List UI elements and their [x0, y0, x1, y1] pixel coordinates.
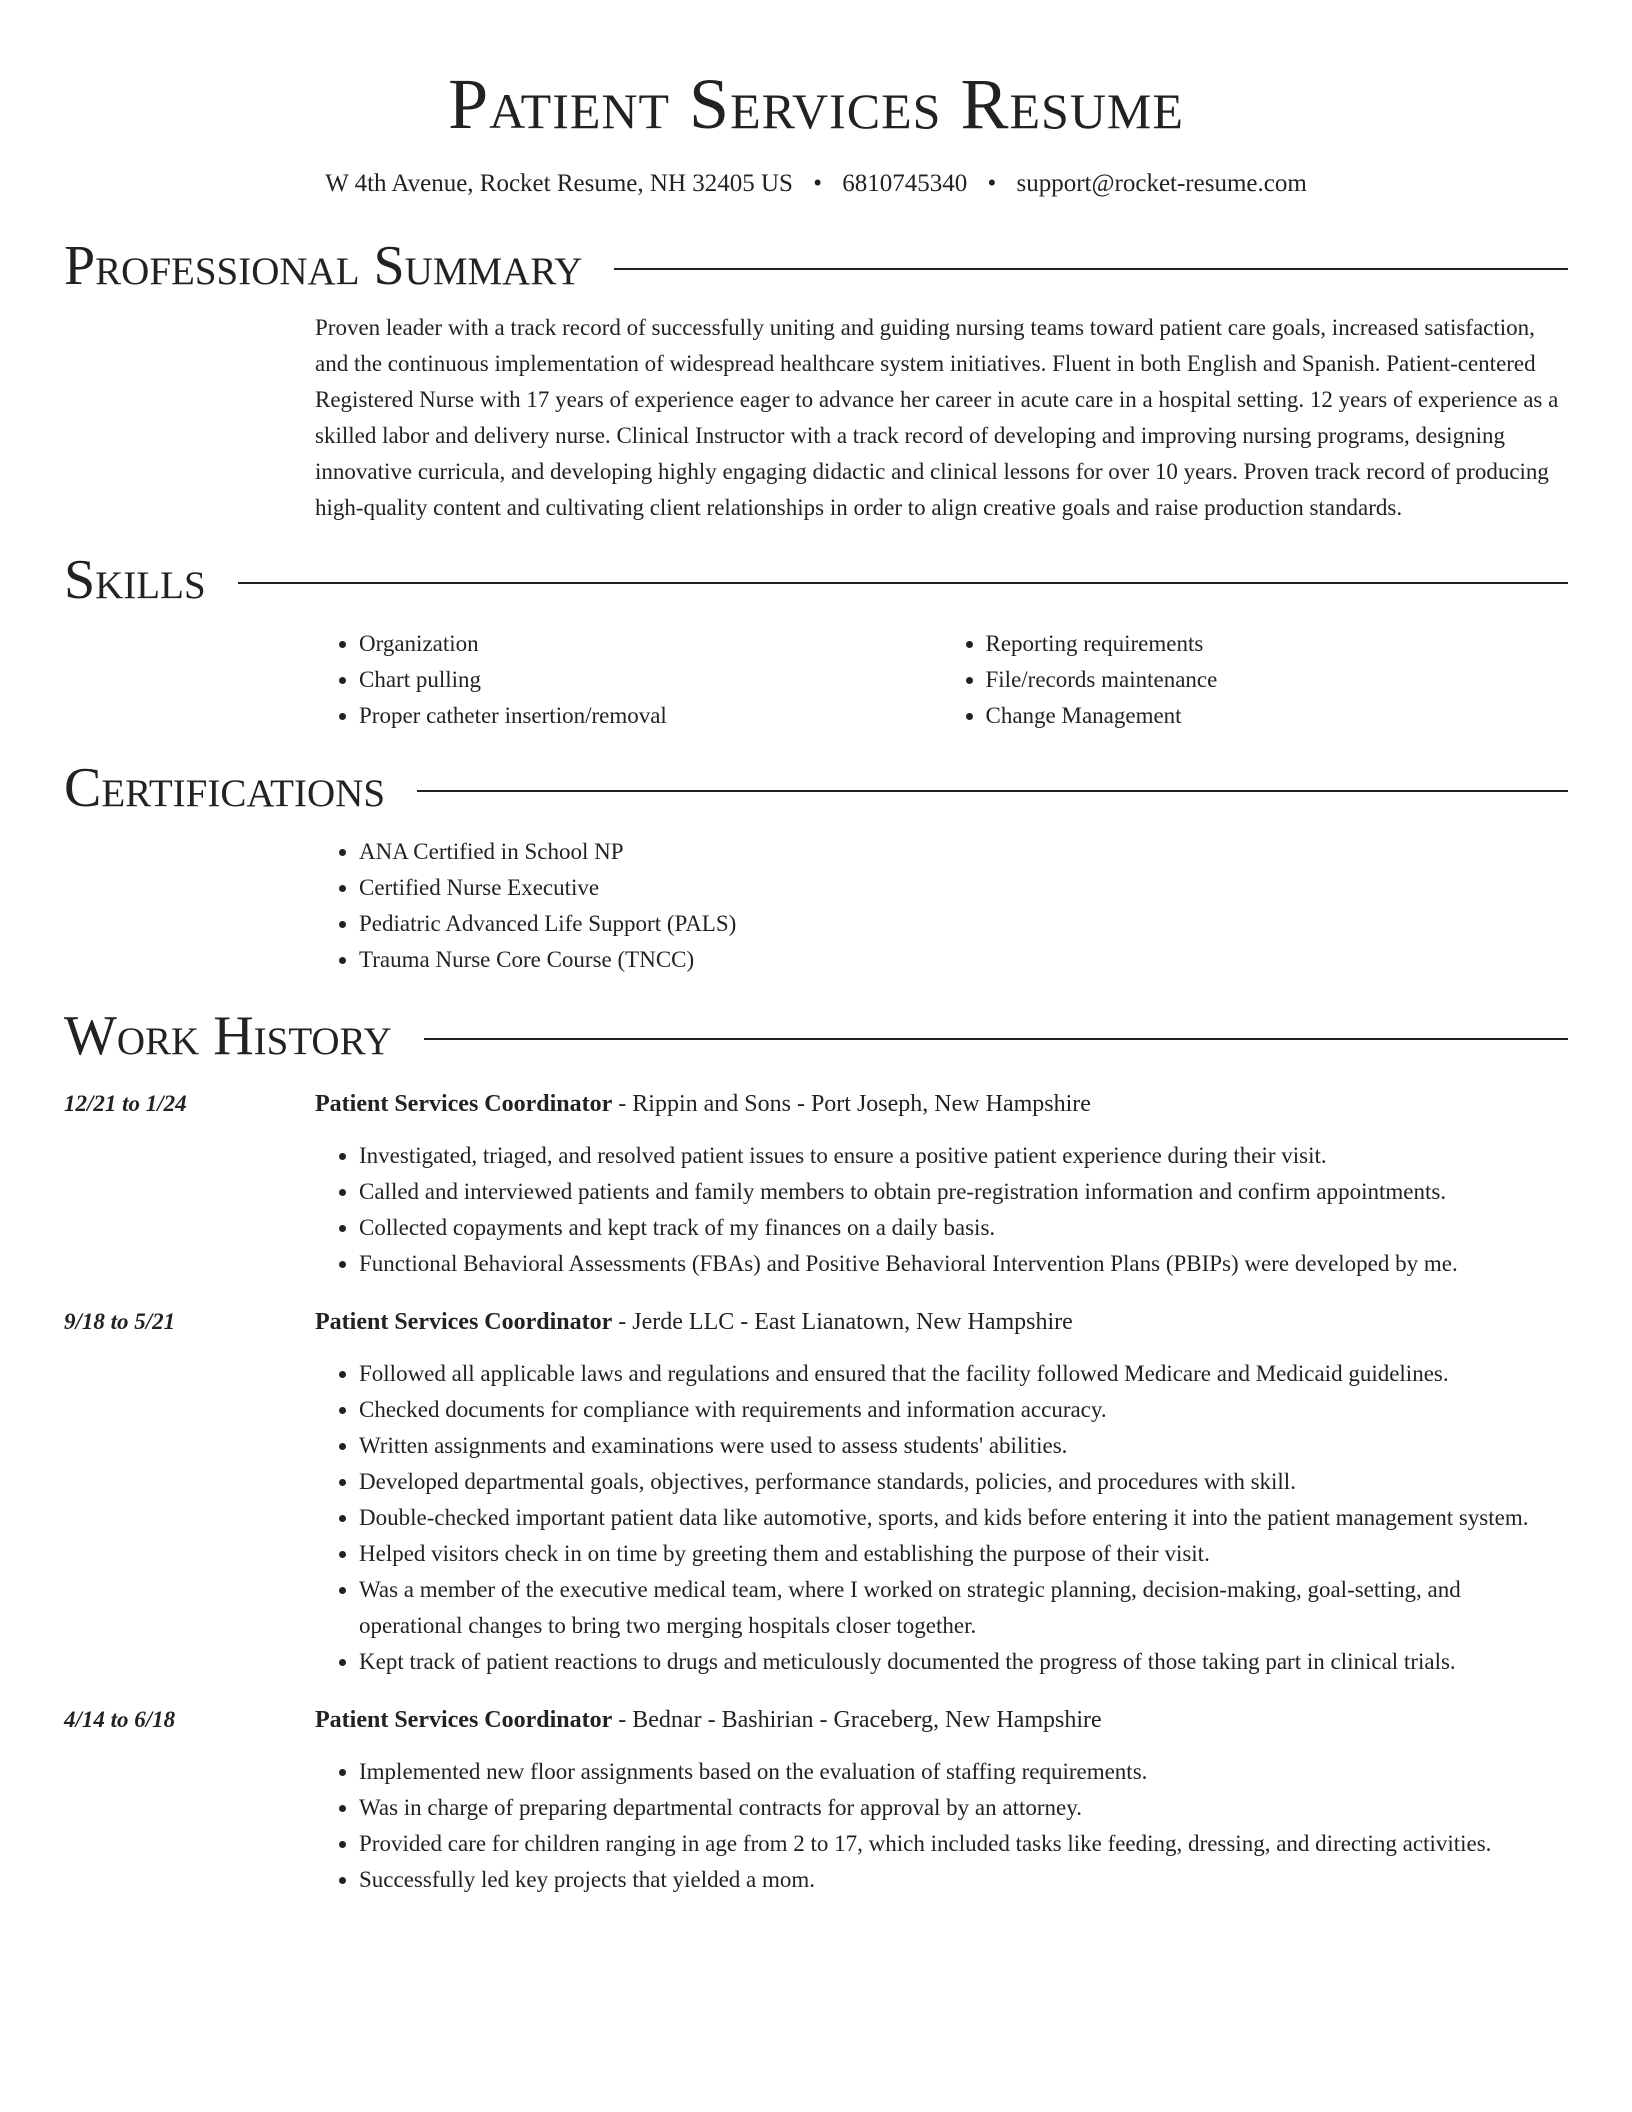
summary-text: Proven leader with a track record of successfully uniting and guiding nursing teams toward patient care goals, increased satisfaction, and the continuous implementation of widespread healthcare system initiatives. Fluent in both English and Spanish. Patient-centered Registered Nurse with 17 years of experience eager to advance her career in acute care in a hospital setting. 12 years of experience as a skilled labor and delivery nurse. Clinical Instructor with a track record of developing and improving nursing programs, designing innovative curricula, and developing highly engaging didactic and clinical lessons for over 10 years. Proven track record of producing high-quality content and cultivating client relationships in order to align creative goals and raise production standards. [315, 315, 1559, 520]
job-bullet: • Functional Behavioral Assessments (FBAs) and Positive Behavioral Intervention Plans (PBIPs) were developed by me. [359, 1246, 1568, 1282]
certifications-heading: Certifications [64, 757, 386, 819]
job-bullet: • Double-checked important patient data like automotive, sports, and kids before entering it into the patient management system. [359, 1500, 1568, 1536]
job-bullet: • Was in charge of preparing departmental contracts for approval by an attorney. [359, 1790, 1568, 1826]
skills-grid [315, 626, 1568, 734]
skills-section-header [64, 548, 1568, 612]
job-bullet: • Developed departmental goals, objectives, performance standards, policies, and procedures with skill. [359, 1464, 1568, 1500]
summary-section-header [64, 234, 1568, 298]
job-bullets [315, 1754, 1568, 1898]
certification-item: • Trauma Nurse Core Course (TNCC) [359, 942, 1568, 978]
job-details [315, 1086, 1568, 1282]
job-bullet: • Called and interviewed patients and family members to obtain pre-registration information and confirm appointments. [359, 1174, 1568, 1210]
skills-list-left [315, 626, 942, 734]
job-title: Patient Services Coordinator [315, 1707, 613, 1733]
work-history-heading: Work History [64, 1005, 392, 1067]
job-dates: 9/18 to 5/21 [64, 1309, 176, 1334]
job-bullet: • Written assignments and examinations were used to assess students' abilities. [359, 1428, 1568, 1464]
job-title: Patient Services Coordinator [315, 1091, 613, 1117]
contact-address: W 4th Avenue, Rocket Resume, NH 32405 US [325, 170, 793, 197]
job-dates: 4/14 to 6/18 [64, 1707, 176, 1732]
section-rule [424, 1038, 1568, 1040]
job-bullet: • Successfully led key projects that yielded a mom. [359, 1862, 1568, 1898]
certifications-section-header [64, 756, 1568, 820]
job-bullet: • Checked documents for compliance with requirements and information accuracy. [359, 1392, 1568, 1428]
job-title-line [315, 1304, 1568, 1340]
job-bullets [315, 1138, 1568, 1282]
certification-item: • ANA Certified in School NP [359, 834, 1568, 870]
job-employer: - Jerde LLC - East Lianatown, New Hampshire [612, 1309, 1073, 1335]
job-entry [64, 1702, 1568, 1898]
skills-section [315, 626, 1568, 734]
job-employer: - Rippin and Sons - Port Joseph, New Hampshire [612, 1091, 1091, 1117]
contact-separator: • [813, 170, 822, 197]
work-history-section-header [64, 1004, 1568, 1068]
job-entry [64, 1304, 1568, 1680]
summary-section [315, 310, 1568, 526]
contact-line [64, 168, 1568, 200]
skill-item: • Proper catheter insertion/removal [359, 698, 942, 734]
job-dates: 12/21 to 1/24 [64, 1091, 187, 1116]
section-rule [417, 790, 1568, 792]
job-bullet: • Investigated, triaged, and resolved patient issues to ensure a positive patient experience during their visit. [359, 1138, 1568, 1174]
skill-item: • Chart pulling [359, 662, 942, 698]
skill-item: • File/records maintenance [986, 662, 1569, 698]
job-title-line [315, 1702, 1568, 1738]
job-bullet: • Kept track of patient reactions to drugs and meticulously documented the progress of those taking part in clinical trials. [359, 1644, 1568, 1680]
certification-item: • Pediatric Advanced Life Support (PALS) [359, 906, 1568, 942]
skills-list-right [942, 626, 1569, 734]
certification-item: • Certified Nurse Executive [359, 870, 1568, 906]
summary-heading: Professional Summary [64, 235, 583, 297]
job-bullet: • Collected copayments and kept track of my finances on a daily basis. [359, 1210, 1568, 1246]
job-bullet: • Followed all applicable laws and regulations and ensured that the facility followed Medicare and Medicaid guidelines. [359, 1356, 1568, 1392]
job-bullet: • Was a member of the executive medical team, where I worked on strategic planning, decision-making, goal-setting, and operational changes to bring two merging hospitals closer together. [359, 1572, 1568, 1644]
skill-item: • Organization [359, 626, 942, 662]
certifications-section [315, 834, 1568, 978]
skill-item: • Change Management [986, 698, 1569, 734]
skill-item: • Reporting requirements [986, 626, 1569, 662]
job-employer: - Bednar - Bashirian - Graceberg, New Hampshire [612, 1707, 1102, 1733]
skills-heading: Skills [64, 549, 206, 611]
resume-title: Patient Services Resume [448, 64, 1184, 144]
section-rule [238, 582, 1568, 584]
job-bullet: • Helped visitors check in on time by greeting them and establishing the purpose of their visit. [359, 1536, 1568, 1572]
contact-email: support@rocket-resume.com [1016, 170, 1307, 197]
section-rule [614, 268, 1568, 270]
contact-separator: • [987, 170, 997, 197]
job-details [315, 1702, 1568, 1898]
contact-phone: 6810745340 [842, 170, 968, 197]
certifications-list [315, 834, 1568, 978]
job-entry [64, 1086, 1568, 1282]
job-bullet: • Provided care for children ranging in age from 2 to 17, which included tasks like feeding, dressing, and directing activities. [359, 1826, 1568, 1862]
job-title-line [315, 1086, 1568, 1122]
job-title: Patient Services Coordinator [315, 1309, 613, 1335]
job-details [315, 1304, 1568, 1680]
job-bullets [315, 1356, 1568, 1680]
job-bullet: • Implemented new floor assignments based on the evaluation of staffing requirements. [359, 1754, 1568, 1790]
